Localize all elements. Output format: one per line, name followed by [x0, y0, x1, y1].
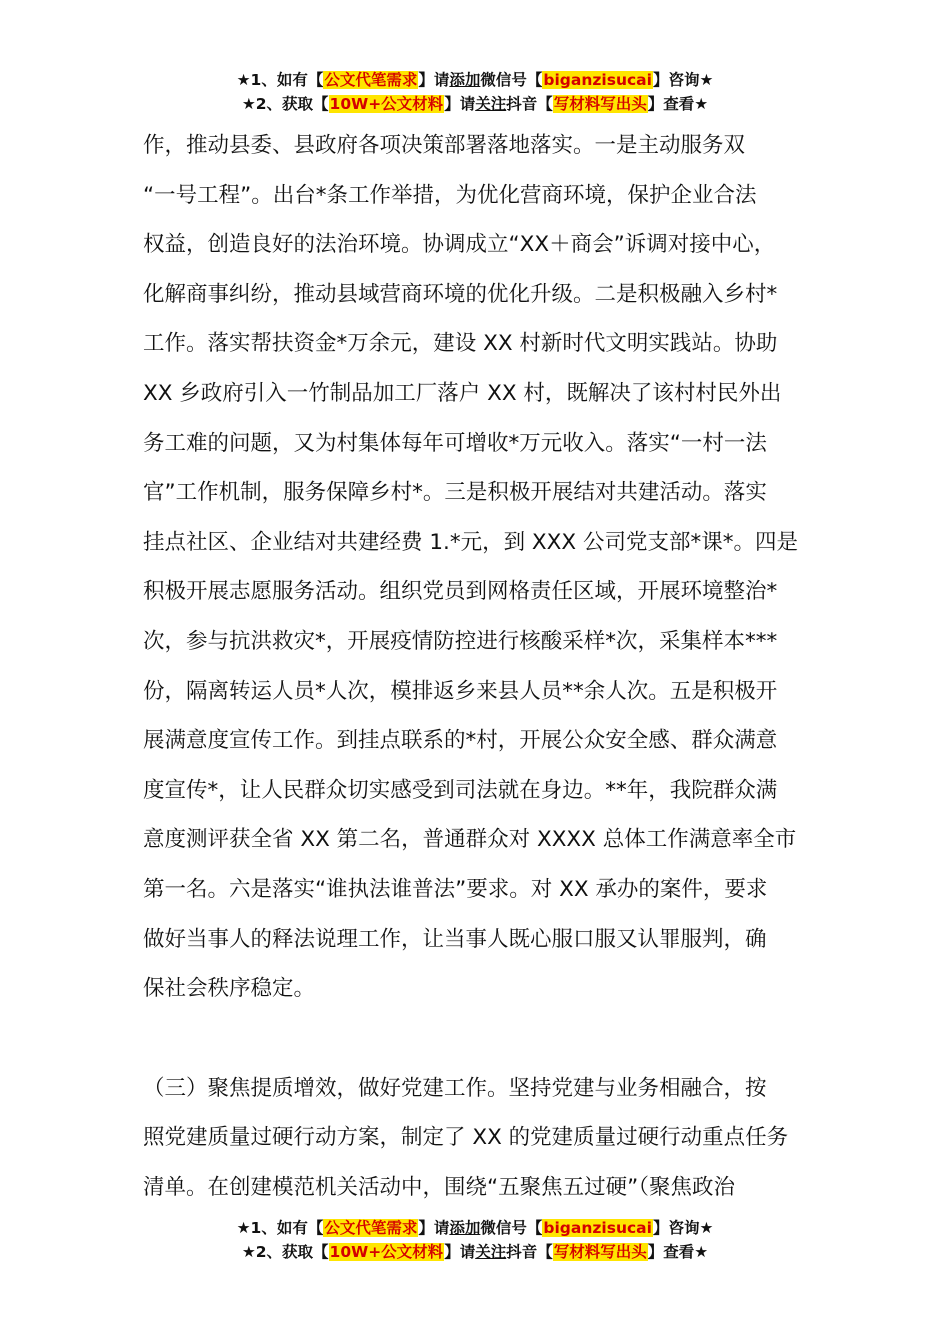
- text-line: 权益，创造良好的法治环境。协调成立“XX＋商会”诉调对接中心，: [143, 232, 776, 258]
- banner-highlight-douyin: 写材料写出头: [553, 1243, 647, 1261]
- banner-highlight: 公文代笔需求: [324, 71, 418, 89]
- banner-underlined: 添加: [449, 71, 481, 89]
- banner-highlight: 10W+公文材料: [329, 95, 444, 113]
- footer-banner-line-1: [0, 1216, 950, 1240]
- text-line: 作，推动县委、县政府各项决策部署落地落实。一是主动服务双: [143, 133, 746, 158]
- text-line: 化解商事纠纷，推动县域营商环境的优化升级。二是积极融入乡村*: [143, 281, 778, 307]
- banner-highlight: 公文代笔需求: [324, 1219, 418, 1237]
- text-line: 第一名。六是落实“谁执法谁普法”要求。对 XX 承办的案件，要求: [143, 876, 768, 902]
- text-line: 照党建质量过硬行动方案，制定了 XX 的党建质量过硬行动重点任务: [143, 1125, 789, 1151]
- text-line: 份，隔离转运人员*人次，模排返乡来县人员**余人次。五是积极开: [143, 678, 778, 704]
- document-body: [143, 121, 813, 1212]
- header-banner-line-1: [0, 68, 950, 92]
- paragraph-2: [143, 1064, 813, 1213]
- paragraph-1: [143, 121, 813, 1014]
- banner-highlight: 10W+公文材料: [329, 1243, 444, 1261]
- header-banner: [0, 68, 950, 116]
- text-line: 务工难的问题，又为村集体每年可增收*万元收入。落实“一村一法: [143, 430, 767, 456]
- banner-text: ★2、获取【: [241, 1243, 329, 1261]
- text-line: 工作。落实帮扶资金*万余元，建设 XX 村新时代文明实践站。协助: [143, 331, 778, 357]
- text-line: 度宣传*，让人民群众切实感受到司法就在身边。**年，我院群众满: [143, 777, 778, 803]
- footer-banner: [0, 1216, 950, 1264]
- banner-text: ★1、如有【: [236, 1219, 324, 1237]
- banner-text: 】请: [418, 1219, 450, 1237]
- banner-text: 】请: [444, 1243, 476, 1261]
- banner-underlined: 添加: [449, 1219, 481, 1237]
- banner-highlight-douyin: 写材料写出头: [553, 95, 647, 113]
- text-line: 次，参与抗洪救灾*，开展疫情防控进行核酸采样*次，采集样本***: [143, 628, 778, 654]
- text-line: 官”工作机制，服务保障乡村*。三是积极开展结对共建活动。落实: [143, 480, 767, 506]
- text-line: XX 乡政府引入一竹制品加工厂落户 XX 村，既解决了该村村民外出: [143, 380, 782, 406]
- text-line: “一号工程”。出台*条工作举措，为优化营商环境，保护企业合法: [143, 182, 757, 208]
- banner-underlined: 关注: [475, 1243, 507, 1261]
- text-line: 意度测评获全省 XX 第二名，普通群众对 XXXX 总体工作满意率全市: [143, 827, 797, 853]
- banner-underlined: 关注: [475, 95, 507, 113]
- banner-text: ★2、获取【: [241, 95, 329, 113]
- banner-text: 】咨询★: [652, 1219, 714, 1237]
- text-line: 展满意度宣传工作。到挂点联系的*村，开展公众安全感、群众满意: [143, 728, 778, 754]
- banner-text: 微信号【: [480, 1219, 543, 1237]
- banner-text: ★1、如有【: [236, 71, 324, 89]
- banner-highlight-wechat-id: biganzisucai: [543, 71, 652, 89]
- banner-text: 抖音【: [506, 95, 553, 113]
- text-line: 清单。在创建模范机关活动中，围绕“五聚焦五过硬”（聚焦政治: [143, 1174, 736, 1200]
- text-line: 积极开展志愿服务活动。组织党员到网格责任区域，开展环境整治*: [143, 579, 778, 605]
- banner-text: 抖音【: [506, 1243, 553, 1261]
- banner-text: 微信号【: [480, 71, 543, 89]
- text-line: 保社会秩序稳定。: [143, 976, 316, 1002]
- banner-text: 】查看★: [647, 1243, 709, 1261]
- banner-text: 】请: [418, 71, 450, 89]
- text-line: 挂点社区、企业结对共建经费 1.*元，到 XXX 公司党支部*课*。四是: [143, 529, 798, 555]
- banner-text: 】咨询★: [652, 71, 714, 89]
- banner-text: 】请: [444, 95, 476, 113]
- paragraph-gap: [143, 1014, 813, 1064]
- footer-banner-line-2: [0, 1240, 950, 1264]
- text-line: 做好当事人的释法说理工作，让当事人既心服口服又认罪服判，确: [143, 926, 767, 952]
- banner-highlight-wechat-id: biganzisucai: [543, 1219, 652, 1237]
- header-banner-line-2: [0, 92, 950, 116]
- banner-text: 】查看★: [647, 95, 709, 113]
- text-line: （三）聚焦提质增效，做好党建工作。坚持党建与业务相融合，按: [143, 1075, 767, 1101]
